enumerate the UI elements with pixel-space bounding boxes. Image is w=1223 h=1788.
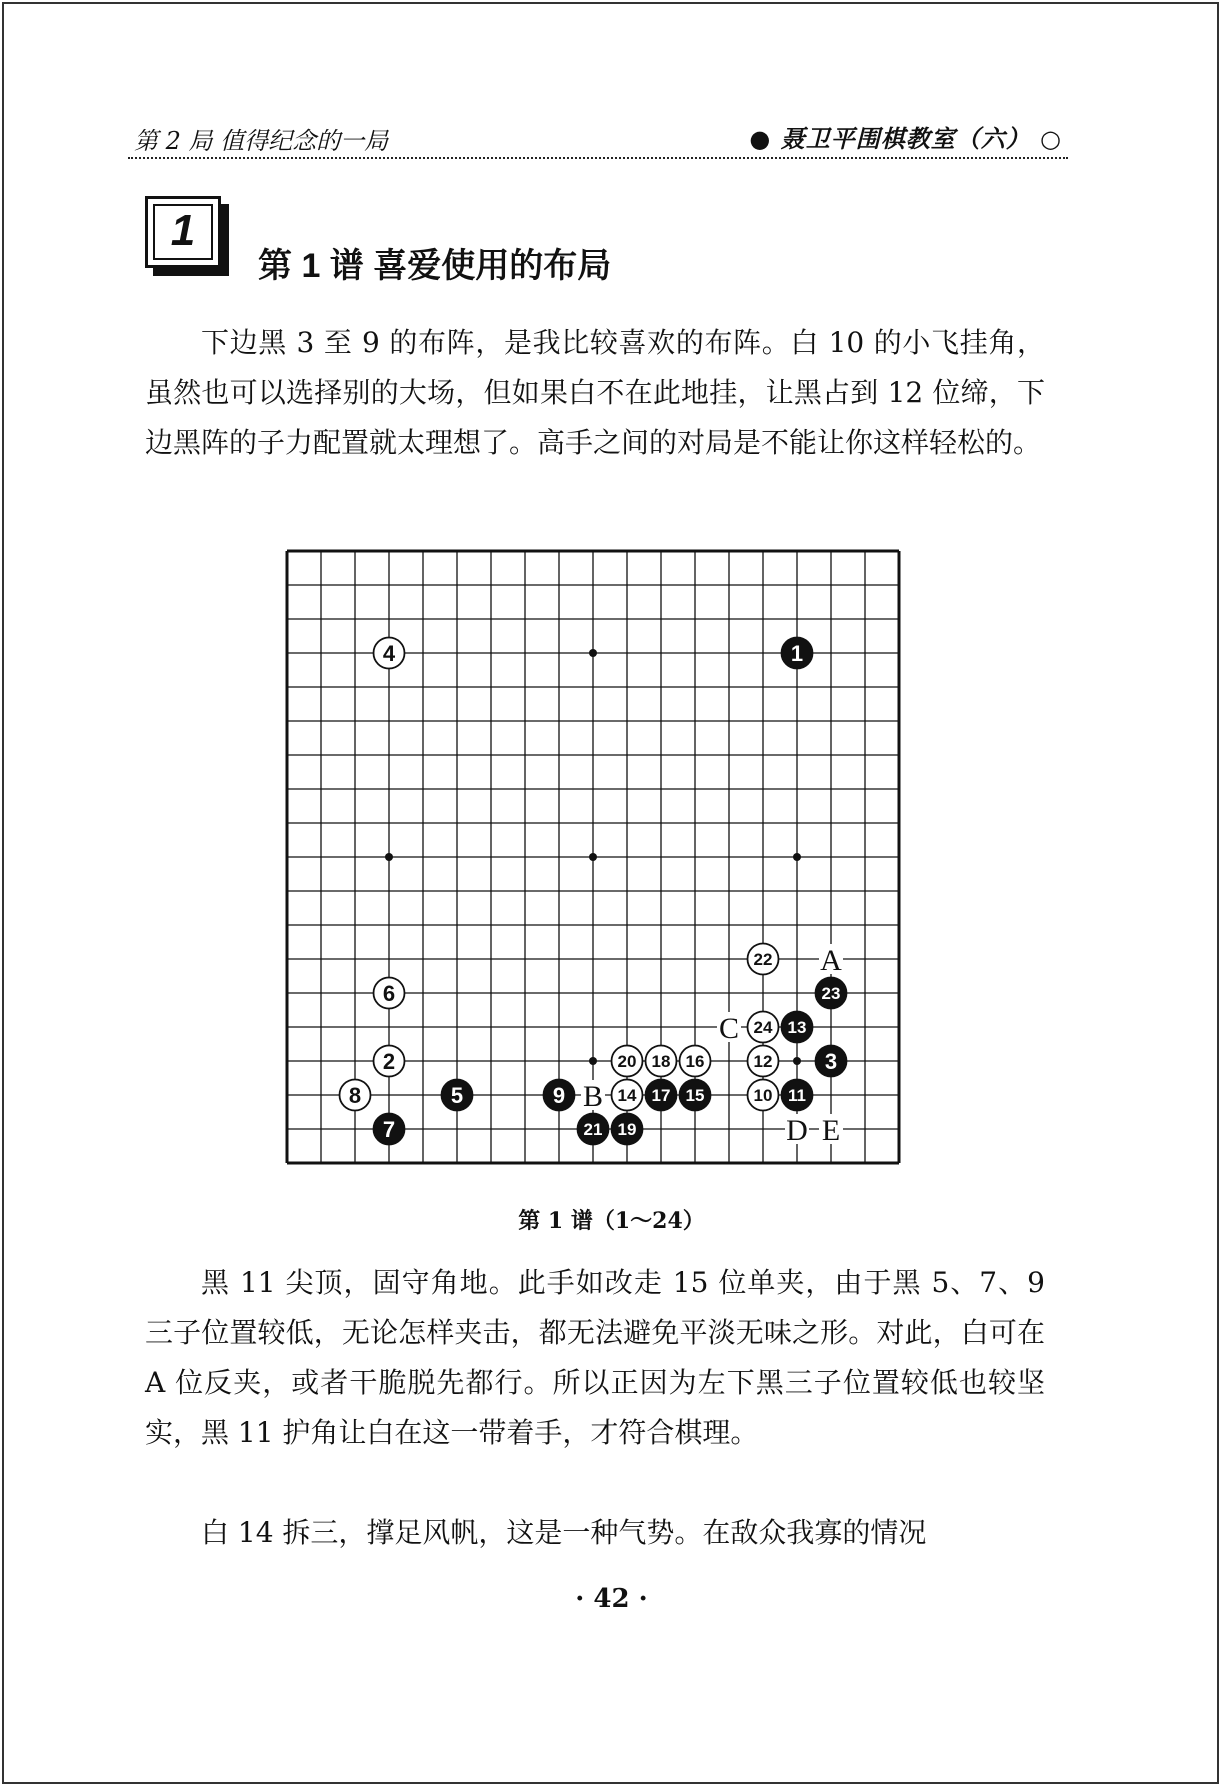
running-header xyxy=(128,115,1068,155)
stone-number: 6 xyxy=(382,981,396,1006)
stone-10 xyxy=(748,1080,779,1111)
stone-8 xyxy=(340,1080,371,1111)
stone-number: 3 xyxy=(824,1049,838,1074)
stone-number: 8 xyxy=(348,1083,362,1108)
stone-21 xyxy=(578,1114,609,1145)
star-point xyxy=(793,1057,801,1065)
stone-18 xyxy=(646,1046,677,1077)
stone-number: 15 xyxy=(685,1086,705,1105)
stone-number: 14 xyxy=(617,1086,637,1105)
stone-17 xyxy=(646,1080,677,1111)
stone-number: 2 xyxy=(382,1049,396,1074)
stone-22 xyxy=(748,944,779,975)
stone-number: 20 xyxy=(617,1052,637,1071)
stone-4 xyxy=(374,638,405,669)
chapter-header: 第 2 局 值得纪念的一局 xyxy=(134,127,389,155)
stone-number: 19 xyxy=(617,1120,637,1139)
stone-14 xyxy=(612,1080,643,1111)
header-rule xyxy=(128,157,1068,159)
star-point xyxy=(589,853,597,861)
stone-number: 11 xyxy=(788,1086,806,1105)
stone-6 xyxy=(374,978,405,1009)
stone-20 xyxy=(612,1046,643,1077)
star-point xyxy=(589,649,597,657)
stone-number: 21 xyxy=(583,1120,603,1139)
stone-number: 23 xyxy=(821,984,841,1003)
section-title: 第 1 谱 喜爱使用的布局 xyxy=(258,247,612,285)
paragraph-1: 下边黑 3 至 9 的布阵，是我比较喜欢的布阵。白 10 的小飞挂角，虽然也可以选择别的大场，但如果白不在此地挂，让黑占到 12 位缔，下边黑阵的子力配置就太理想了。高手之间的对局是不能让你这样轻松的。 xyxy=(145,326,1045,459)
page-number: · 42 · xyxy=(575,1584,648,1614)
paragraph-2: 黑 11 尖顶，固守角地。此手如改走 15 位单夹，由于黑 5、7、9 三子位置较低，无论怎样夹击，都无法避免平淡无味之形。对此，白可在 A 位反夹，或者干脆脱先都行。所以正因为左下黑三子位置较低也较坚实，黑 11 护角让白在这一带着手，才符合棋理。 xyxy=(145,1266,1045,1449)
stone-11 xyxy=(782,1080,813,1111)
stone-number: 22 xyxy=(753,950,773,969)
stone-1 xyxy=(782,638,813,669)
stone-13 xyxy=(782,1012,813,1043)
stone-number: 24 xyxy=(753,1018,773,1037)
stone-5 xyxy=(442,1080,473,1111)
star-point xyxy=(793,853,801,861)
stone-number: 5 xyxy=(450,1083,464,1108)
stone-15 xyxy=(680,1080,711,1111)
point-label-D: D xyxy=(786,1114,808,1147)
figure-caption: 第 1 谱（1～24） xyxy=(518,1208,705,1234)
book-title-header: ● 聂卫平围棋教室（六） ○ xyxy=(749,124,1062,153)
stone-number: 1 xyxy=(790,641,804,666)
paragraph-3: 白 14 拆三，撑足风帆，这是一种气势。在敌众我寡的情况 xyxy=(201,1516,927,1549)
stone-number: 13 xyxy=(787,1018,807,1037)
point-label-B: B xyxy=(582,1080,604,1113)
stone-number: 4 xyxy=(382,641,396,666)
stone-9 xyxy=(544,1080,575,1111)
go-board-svg xyxy=(282,546,902,1170)
stone-number: 12 xyxy=(753,1052,773,1071)
stone-7 xyxy=(374,1114,405,1145)
point-label-C: C xyxy=(718,1012,740,1045)
stone-number: 18 xyxy=(651,1052,671,1071)
stone-23 xyxy=(816,978,847,1009)
point-label-E: E xyxy=(821,1114,841,1147)
stone-12 xyxy=(748,1046,779,1077)
stone-number: 17 xyxy=(651,1086,671,1105)
stone-3 xyxy=(816,1046,847,1077)
star-point xyxy=(589,1057,597,1065)
section-number: 1 xyxy=(170,206,196,255)
stone-number: 7 xyxy=(382,1117,396,1142)
star-point xyxy=(385,853,393,861)
stone-number: 16 xyxy=(685,1052,705,1071)
point-label-A: A xyxy=(820,944,842,977)
stone-2 xyxy=(374,1046,405,1077)
section-badge xyxy=(145,196,237,282)
stone-19 xyxy=(612,1114,643,1145)
stone-24 xyxy=(748,1012,779,1043)
go-board xyxy=(282,546,902,1170)
stone-16 xyxy=(680,1046,711,1077)
stone-number: 9 xyxy=(552,1083,566,1108)
stone-number: 10 xyxy=(753,1086,773,1105)
